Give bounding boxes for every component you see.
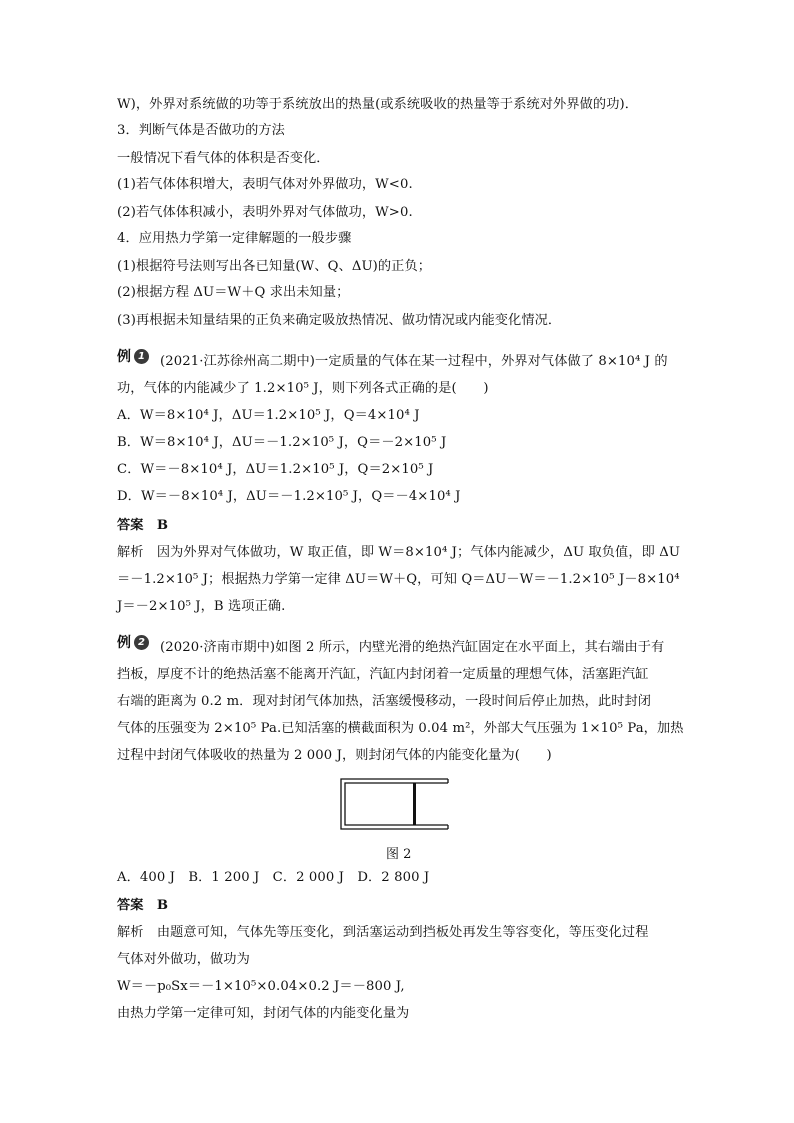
section-heading: 3．判断气体是否做功的方法 [117,123,285,138]
example-2-stem-line: 气体的压强变为 2×10⁵ Pa.已知活塞的横截面积为 0.04 m²，外部大气压强为 1×10⁵ Pa，加热 [117,721,684,736]
example-2-stem-line: 过程中封闭气体吸收的热量为 2 000 J，则封闭气体的内能变化量为( ) [117,748,552,763]
example-number-icon: 2 [134,635,149,650]
option-d: D．W＝－8×10⁴ J，ΔU＝－1.2×10⁵ J，Q＝－4×10⁴ J [117,489,461,504]
text-line: (2)若气体体积减小，表明外界对气体做功，W>0. [117,205,413,220]
example-2-badge [117,632,149,652]
analysis-line: 气体对外做功，做功为 [117,952,250,967]
example-1-stem-line: (2021·江苏徐州高二期中)一定质量的气体在某一过程中，外界对气体做了 8×10⁴ J 的 [160,354,668,369]
analysis-line: ＝－1.2×10⁵ J；根据热力学第一定律 ΔU＝W＋Q，可知 Q＝ΔU－W＝－1.2×10⁵ J－8×10⁴ [117,572,680,587]
example-label: 例 [117,349,131,365]
analysis-line: W＝－p₀Sx＝－1×10⁵×0.04×0.2 J＝－800 J, [117,979,405,994]
example-1-badge [117,346,149,366]
example-label: 例 [117,635,131,651]
analysis-line: 解析 因为外界对气体做功，W 取正值，即 W＝8×10⁴ J；气体内能减少，ΔU 取负值，即 ΔU [117,545,681,560]
analysis-line: 由热力学第一定律可知，封闭气体的内能变化量为 [117,1006,410,1021]
option-a: A．W＝8×10⁴ J，ΔU＝1.2×10⁵ J，Q＝4×10⁴ J [117,408,420,423]
cylinder-inner-wall [345,783,430,825]
example-2-stem-line: 右端的距离为 0.2 m．现对封闭气体加热，活塞缓慢移动，一段时间后停止加热，此时封闭 [117,694,652,709]
text-line: (2)根据方程 ΔU＝W＋Q 求出未知量； [117,285,350,300]
example-2-stem-line: (2020·济南市期中)如图 2 所示，内壁光滑的绝热汽缸固定在水平面上，其右端由于有 [160,640,665,655]
answer-line: 答案 B [117,518,169,533]
option-b: B．W＝8×10⁴ J，ΔU＝－1.2×10⁵ J，Q＝－2×10⁵ J [117,435,447,450]
text-line: (1)若气体体积增大，表明气体对外界做功，W<0. [117,177,413,192]
cylinder-figure [340,778,450,830]
cylinder-outer-wall [341,779,448,829]
text-line: 一般情况下看气体的体积是否变化． [117,151,330,166]
text-line: (3)再根据未知量结果的正负来确定吸放热情况、做功情况或内能变化情况． [117,313,562,328]
section-heading: 4．应用热力学第一定律解题的一般步骤 [117,231,352,246]
options-line: A．400 J B．1 200 J C．2 000 J D．2 800 J [117,870,430,885]
example-number-icon: 1 [134,349,149,364]
piston [413,783,416,825]
option-c: C．W＝－8×10⁴ J，ΔU＝1.2×10⁵ J，Q＝2×10⁵ J [117,462,434,477]
analysis-line: 解析 由题意可知，气体先等压变化，到活塞运动到挡板处再发生等容变化，等压变化过程 [117,925,649,940]
figure-caption: 图 2 [386,847,412,862]
example-2-stem-line: 挡板，厚度不计的绝热活塞不能离开汽缸，汽缸内封闭着一定质量的理想气体，活塞距汽缸 [117,667,649,682]
text-line: W)，外界对系统做的功等于系统放出的热量(或系统吸收的热量等于系统对外界做的功)． [117,97,639,112]
example-1-stem-line: 功，气体的内能减少了 1.2×10⁵ J，则下列各式正确的是( ) [117,381,489,396]
analysis-line: J＝－2×10⁵ J，B 选项正确. [117,599,286,614]
text-line: (1)根据符号法则写出各已知量(W、Q、ΔU)的正负； [117,259,432,274]
answer-line: 答案 B [117,898,169,913]
